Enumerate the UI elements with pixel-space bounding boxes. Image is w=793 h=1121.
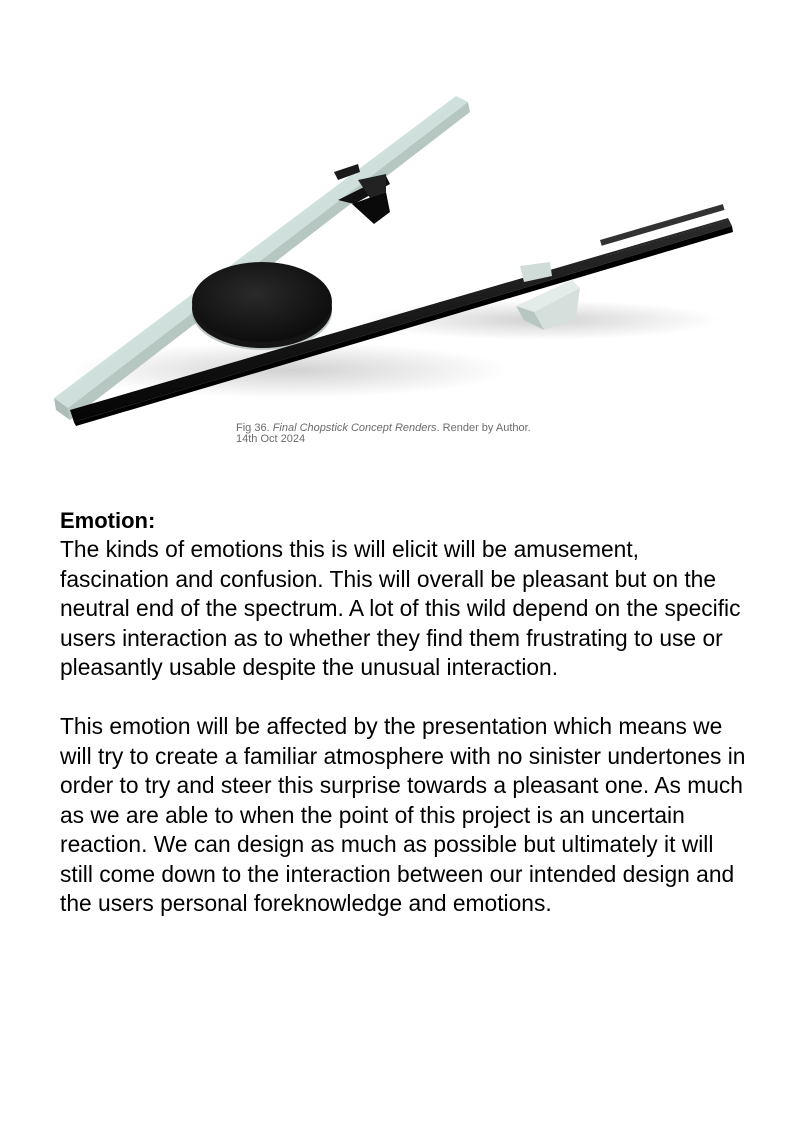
caption-title: Final Chopstick Concept Renders [272, 422, 437, 434]
caption-prefix: Fig 36. [236, 422, 270, 434]
paragraph-1: The kinds of emotions this is will elicit will be amusement, fascination and confusion. This will overall be pleasant but on the neutral end of the spectrum. A lot of this wild depend on the specific users interaction as to whether they find them frustrating to use or pleasantly usable despite the unusual interaction. [60, 536, 741, 680]
section-heading: Emotion: [60, 508, 156, 533]
chopstick-render-image [40, 80, 750, 440]
section-body [60, 535, 750, 919]
paragraph-2: This emotion will be affected by the presentation which means we will try to create a familiar atmosphere with no sinister undertones in order to try and steer this surprise towards a pleasant one. As much as we are able to when the point of this project is an uncertain reaction. We can design as much as possible but ultimately it will still come down to the interaction between our intended design and the users personal foreknowledge and emotions. [60, 713, 746, 916]
figure-caption [236, 423, 536, 445]
disc-joint [192, 262, 332, 350]
caption-suffix: . Render by Author. 14th Oct 2024 [236, 422, 531, 445]
